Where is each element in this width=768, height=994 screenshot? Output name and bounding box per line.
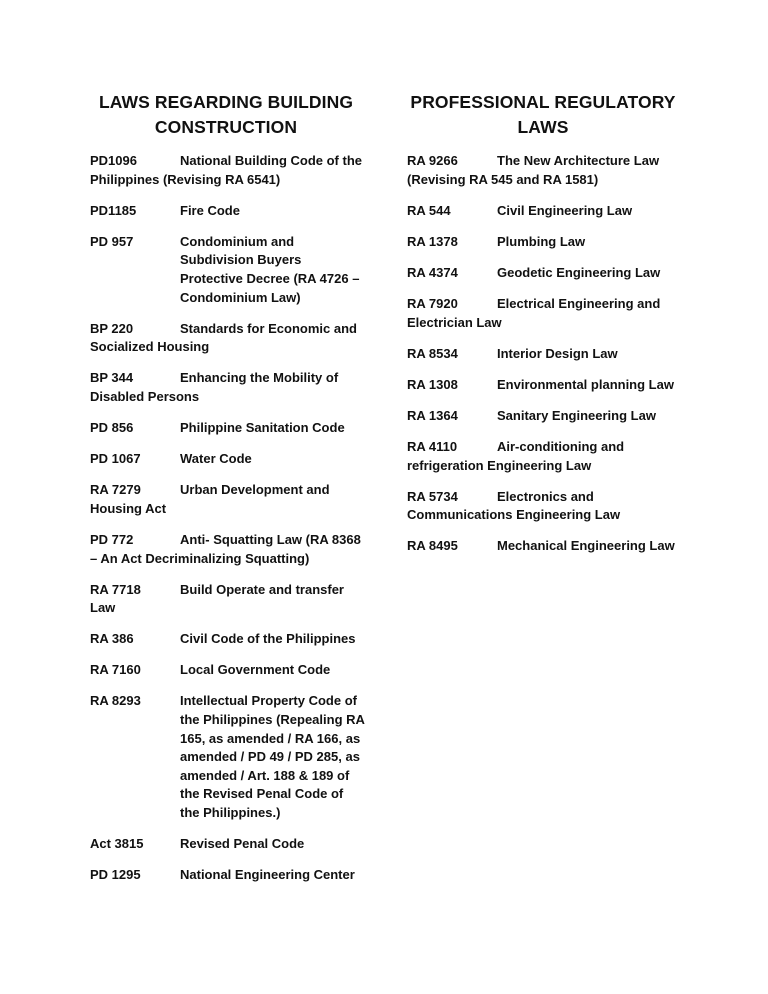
law-title: Sanitary Engineering Law <box>497 407 656 423</box>
law-entry <box>407 264 697 283</box>
law-entry <box>407 376 697 395</box>
law-entry <box>90 419 365 438</box>
law-entry <box>407 152 697 189</box>
right-column-heading <box>407 90 679 140</box>
left-column-heading <box>90 90 362 140</box>
law-title: Anti- Squatting Law (RA 8368 – An Act Decriminalizing Squatting) <box>90 531 361 566</box>
law-title: Fire Code <box>180 202 240 218</box>
law-title: Urban Development and Housing Act <box>90 482 330 516</box>
law-entry <box>407 345 697 364</box>
law-entry <box>90 152 365 189</box>
law-entry <box>90 450 365 469</box>
law-code: RA 8293 <box>90 693 141 709</box>
law-title: Build Operate and transfer Law <box>90 581 344 616</box>
law-title: Geodetic Engineering Law <box>497 264 661 280</box>
law-entry <box>407 233 697 252</box>
law-title: Electrical Engineering and Electrician Law <box>407 295 661 330</box>
law-code: PD1185 <box>90 202 137 218</box>
law-code: BP 344 <box>90 370 134 386</box>
law-entry <box>407 488 697 525</box>
left-heading-line1: LAWS REGARDING BUILDING <box>98 92 354 112</box>
law-code: Act 3815 <box>90 836 144 852</box>
law-entry <box>407 407 697 426</box>
law-code: RA 1378 <box>407 233 458 249</box>
law-code: RA 544 <box>407 202 451 218</box>
law-entry <box>90 581 365 618</box>
law-entry <box>407 438 697 475</box>
law-title: Environmental planning Law <box>497 376 674 392</box>
law-code: RA 386 <box>90 631 134 647</box>
law-title: Electronics and Communications Engineering Law <box>407 488 621 523</box>
law-code: PD 1067 <box>90 451 141 467</box>
law-code: RA 7718 <box>90 581 141 597</box>
law-code: RA 1308 <box>407 376 458 392</box>
law-entry <box>407 537 697 556</box>
law-title: Air-conditioning and refrigeration Engineering Law <box>407 438 625 473</box>
law-title: National Building Code of the Philippines (Revising RA 6541) <box>90 153 362 187</box>
law-title: Civil Engineering Law <box>497 202 633 218</box>
law-code: RA 8495 <box>407 538 458 554</box>
law-entry <box>407 202 697 221</box>
law-title: National Engineering Center <box>180 867 355 883</box>
law-entry <box>90 866 365 885</box>
law-code: PD 856 <box>90 420 134 436</box>
law-code: BP 220 <box>90 320 134 336</box>
law-code: RA 4374 <box>407 264 458 280</box>
law-code: RA 1364 <box>407 407 458 423</box>
law-entry <box>90 369 365 406</box>
law-code: PD 957 <box>90 233 134 249</box>
law-title: Civil Code of the Philippines <box>180 631 356 647</box>
law-title: Mechanical Engineering Law <box>497 538 675 554</box>
law-code: RA 7160 <box>90 662 141 678</box>
law-entry <box>90 692 365 822</box>
law-entry <box>90 835 365 854</box>
law-title: Interior Design Law <box>497 345 618 361</box>
law-code: RA 5734 <box>407 488 458 504</box>
law-title: Revised Penal Code <box>180 836 305 852</box>
law-entry <box>90 233 365 307</box>
law-title: The New Architecture Law (Revising RA 545 and RA 1581) <box>407 153 660 187</box>
law-code: PD1096 <box>90 153 137 168</box>
left-column <box>90 90 365 897</box>
law-entry <box>90 630 365 649</box>
law-title: Condominium and Subdivision Buyers Protective Decree (RA 4726 – Condominium Law) <box>180 233 360 305</box>
law-title: Standards for Economic and Socialized Housing <box>90 320 357 355</box>
law-code: RA 9266 <box>407 153 458 168</box>
law-entry <box>90 531 365 568</box>
law-code: RA 7920 <box>407 295 458 311</box>
law-entry <box>90 481 365 518</box>
law-title: Intellectual Property Code of the Philippines (Repealing RA 165, as amended / RA 166, as amended / PD 49 / PD 285, as amended / Art. 188 & 189 of the Revised Penal Code of the Philippines.) <box>180 693 365 821</box>
law-code: RA 8534 <box>407 345 458 361</box>
law-title: Plumbing Law <box>497 233 586 249</box>
right-column <box>407 90 697 568</box>
left-heading-line2: CONSTRUCTION <box>154 117 298 137</box>
law-code: RA 7279 <box>90 482 141 498</box>
law-code: RA 4110 <box>407 438 458 454</box>
law-entry <box>407 295 697 332</box>
right-heading-line1: PROFESSIONAL REGULATORY <box>410 92 676 112</box>
law-title: Enhancing the Mobility of Disabled Persons <box>90 370 339 404</box>
law-title: Philippine Sanitation Code <box>180 420 345 436</box>
law-code: PD 1295 <box>90 867 141 883</box>
law-entry <box>90 202 365 221</box>
law-code: PD 772 <box>90 531 134 547</box>
law-title: Local Government Code <box>180 662 331 678</box>
law-entry <box>90 661 365 680</box>
right-heading-line2: LAWS <box>517 117 569 137</box>
law-title: Water Code <box>180 451 252 467</box>
law-entry <box>90 320 365 357</box>
